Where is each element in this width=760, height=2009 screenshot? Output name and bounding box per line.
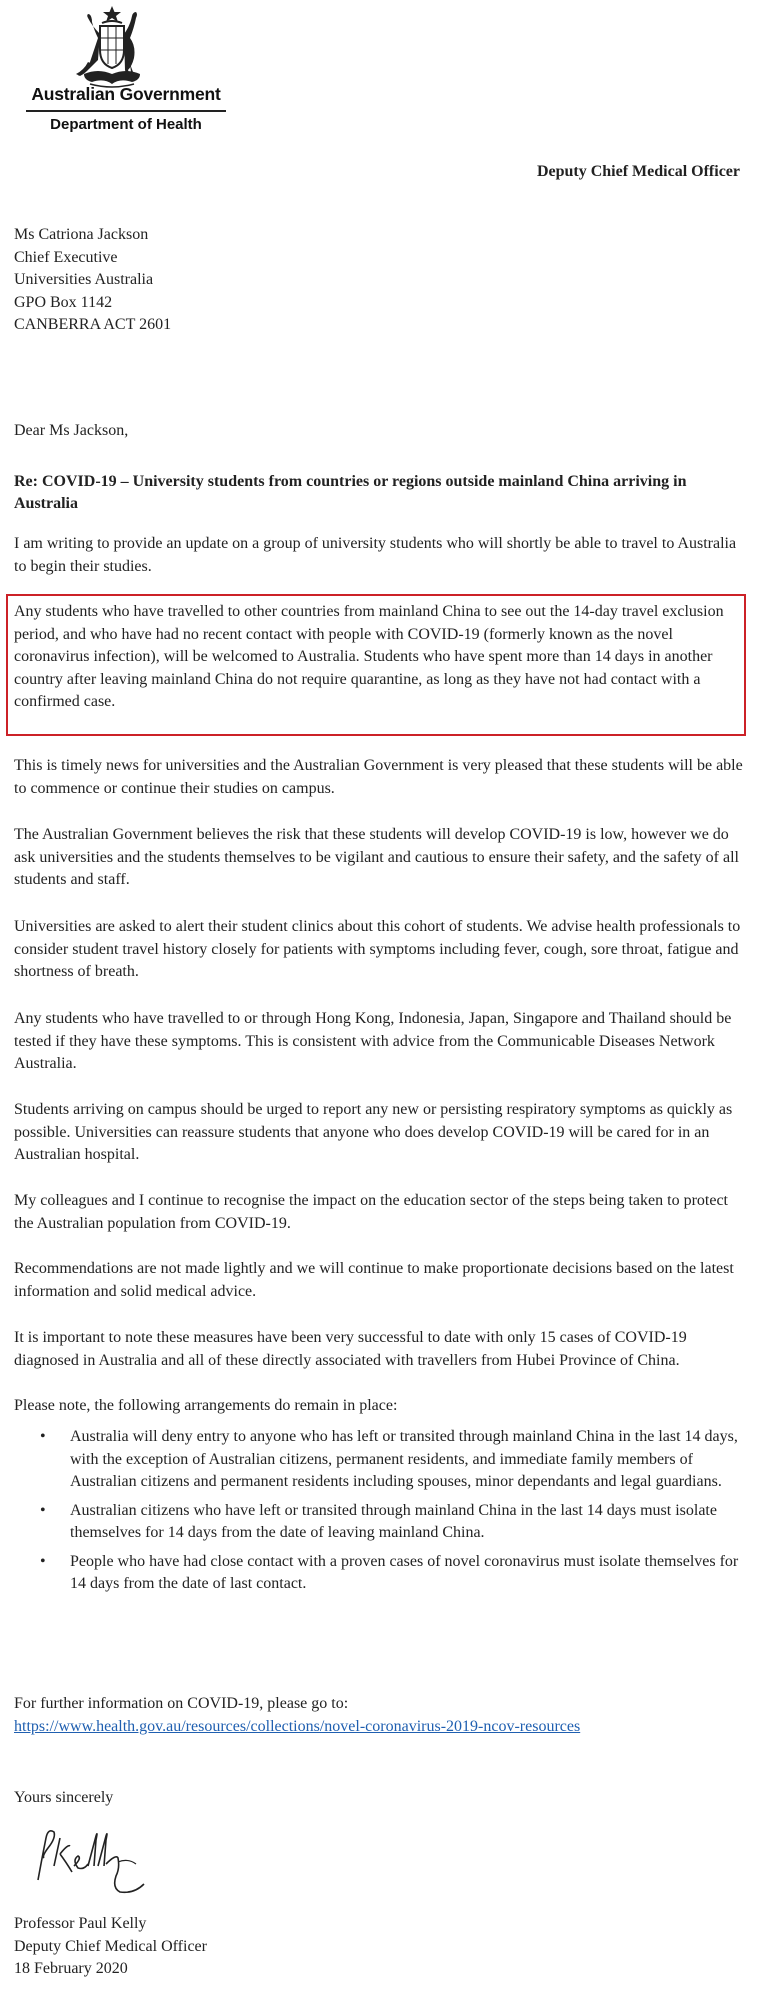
further-info xyxy=(14,1693,744,1738)
arrangements-list xyxy=(14,1426,744,1602)
salutation: Dear Ms Jackson, xyxy=(14,422,129,439)
paragraph: Students arriving on campus should be urged to report any new or persisting respiratory symptoms as quickly as possible. Universities can reassure students that anyone who does develop COVID-19 will be cared for in an Australian hospital. xyxy=(14,1101,733,1163)
sender-title: Deputy Chief Medical Officer xyxy=(536,163,740,180)
list-item xyxy=(14,1426,744,1494)
bullet-icon: • xyxy=(40,1428,46,1445)
list-item-text: People who have had close contact with a proven cases of novel coronavirus must isolate themselves for 14 days from the date of last contact. xyxy=(70,1552,739,1592)
address-line: Universities Australia xyxy=(14,271,154,288)
bullet-icon: • xyxy=(40,1552,46,1570)
paragraph: This is timely news for universities and the Australian Government is very pleased that these students will be able to commence or continue their studies on campus. xyxy=(14,757,743,797)
government-name: Australian Government xyxy=(31,84,221,104)
paragraph: The Australian Government believes the risk that these students will develop COVID-19 is low, however we do ask universities and the students themselves to be vigilant and cautious to ensure their safety, and the safety of all students and staff. xyxy=(14,826,739,888)
paragraph: Please note, the following arrangements do remain in place: xyxy=(14,1397,398,1414)
address-line: CANBERRA ACT 2601 xyxy=(14,316,172,333)
signer-title: Deputy Chief Medical Officer xyxy=(14,1937,207,1955)
address-line: Chief Executive xyxy=(14,248,118,266)
letter-date: 18 February 2020 xyxy=(14,1960,128,1977)
list-item xyxy=(14,1500,744,1545)
recipient-address xyxy=(14,224,171,337)
resources-link[interactable]: https://www.health.gov.au/resources/collections/novel-coronavirus-2019-ncov-resources xyxy=(14,1717,581,1735)
paragraph: Universities are asked to alert their student clinics about this cohort of students. We advise health professionals to consider student travel history closely for patients with symptoms including fever, cough, sore throat, fatigue and shortness of breath. xyxy=(14,918,741,980)
bullet-icon: • xyxy=(40,1501,46,1519)
list-item-text: Australian citizens who have left or transited through mainland China in the last 14 days must isolate themselves for 14 days from the date of leaving mainland China. xyxy=(70,1501,717,1541)
address-line: Ms Catriona Jackson xyxy=(14,226,149,243)
paragraph: I am writing to provide an update on a group of university students who will shortly be able to travel to Australia to begin their studies. xyxy=(14,535,737,575)
coat-of-arms-icon xyxy=(70,4,154,92)
paragraph: Recommendations are not made lightly and we will continue to make proportionate decisions based on the latest information and solid medical advice. xyxy=(14,1260,734,1300)
highlighted-paragraph: Any students who have travelled to other countries from mainland China to see out the 14-day travel exclusion period, and who have had no recent contact with people with COVID-19 (formerly known as the novel coronavirus infection), will be welcomed to Australia. Students who have spent more than 14 days in another country after leaving mainland China do not require quarantine, as long as they have not had contact with a confirmed case. xyxy=(14,603,724,710)
signer-block xyxy=(14,1913,207,1981)
signer-name: Professor Paul Kelly xyxy=(14,1915,147,1932)
address-line: GPO Box 1142 xyxy=(14,293,113,311)
paragraph: It is important to note these measures have been very successful to date with only 15 cases of COVID-19 diagnosed in Australia and all of these directly associated with travellers from Hubei Province of China. xyxy=(14,1329,687,1369)
signature-image xyxy=(24,1818,184,1904)
further-info-text: For further information on COVID-19, please go to: xyxy=(14,1695,349,1712)
list-item xyxy=(14,1551,744,1596)
list-item-text: Australia will deny entry to anyone who has left or transited through mainland China in the last 14 days, with the exception of Australian citizens, permanent residents, and immediate family members of Australian citizens and permanent residents including spouses, minor dependants and legal guardians. xyxy=(70,1428,738,1490)
paragraph: Any students who have travelled to or through Hong Kong, Indonesia, Japan, Singapore and Thailand should be tested if they have these symptoms. This is consistent with advice from the Communicable Diseases Network Australia. xyxy=(14,1010,732,1072)
department-name: Department of Health xyxy=(50,116,202,133)
paragraph: My colleagues and I continue to recognise the impact on the education sector of the steps being taken to protect the Australian population from COVID-19. xyxy=(14,1192,728,1232)
subject-line: Re: COVID-19 – University students from countries or regions outside mainland China arriving in Australia xyxy=(14,473,687,512)
closing: Yours sincerely xyxy=(14,1789,114,1806)
header-divider xyxy=(26,110,226,112)
